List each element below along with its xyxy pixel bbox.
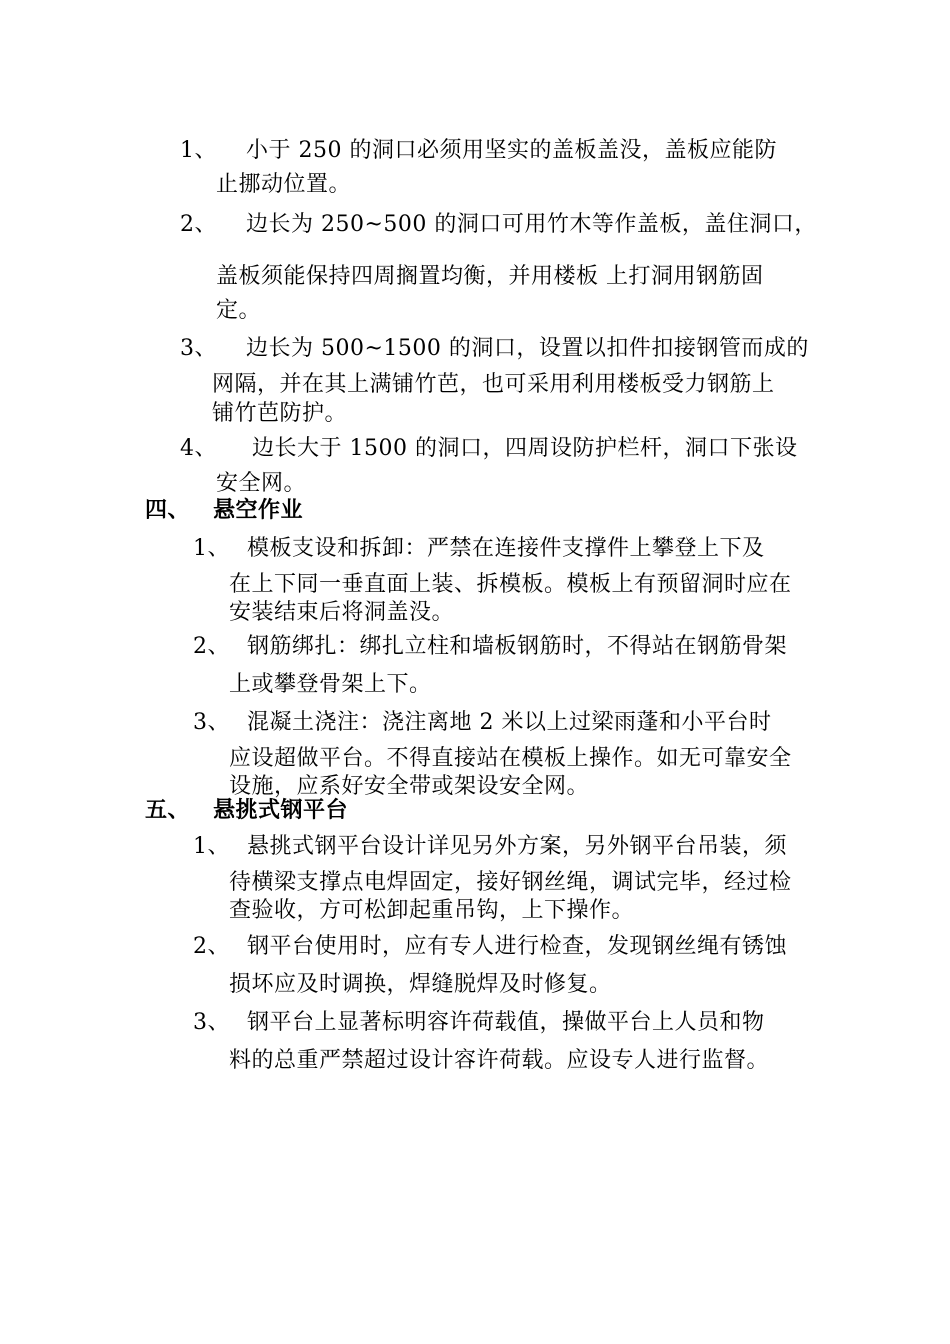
list-item-s3-1 bbox=[180, 134, 820, 204]
item-text: 钢平台上显著标明容许荷载值，操做平台上人员和物 料的总重严禁超过设计容许荷载。应设专人进行监督。 bbox=[229, 1010, 770, 1073]
list-item-s4-1 bbox=[193, 532, 823, 632]
item-number: 3、 bbox=[180, 336, 217, 361]
item-number: 3、 bbox=[193, 1010, 230, 1035]
list-item-s3-2 bbox=[180, 208, 820, 328]
heading-number: 四、 bbox=[145, 498, 191, 523]
heading-number: 五、 bbox=[145, 798, 191, 823]
item-number: 3、 bbox=[193, 710, 230, 735]
heading-title: 悬挑式钢平台 bbox=[213, 798, 349, 823]
list-item-s4-2 bbox=[193, 630, 823, 700]
item-text: 混凝土浇注：浇注离地 2 米以上过梁雨蓬和小平台时 应设超做平台。不得直接站在模板上操作。如无可靠安全 设施，应系好安全带或架设安全网。 bbox=[229, 710, 792, 799]
list-item-s3-3 bbox=[180, 332, 820, 432]
item-number: 2、 bbox=[180, 212, 217, 237]
item-text: 钢平台使用时，应有专人进行检查，发现钢丝绳有锈蚀 损坏应及时调换，焊缝脱焊及时修复。 bbox=[229, 934, 788, 997]
item-text: 边长为 250~500 的洞口可用竹木等作盖板，盖住洞口， 盖板须能保持四周搁置均衡，并用楼板 上打洞用钢筋固 定。 bbox=[216, 212, 817, 323]
item-text: 钢筋绑扎：绑扎立柱和墙板钢筋时，不得站在钢筋骨架 上或攀登骨架上下。 bbox=[229, 634, 788, 697]
item-number: 1、 bbox=[180, 138, 217, 163]
item-text: 悬挑式钢平台设计详见另外方案，另外钢平台吊装，须 待横梁支撑点电焊固定，接好钢丝绳，调试完毕，经过检 查验收，方可松卸起重吊钩，上下操作。 bbox=[229, 834, 792, 923]
item-text: 小于 250 的洞口必须用坚实的盖板盖没，盖板应能防 止挪动位置。 bbox=[216, 138, 777, 197]
list-item-s5-1 bbox=[193, 830, 823, 930]
list-item-s5-3 bbox=[193, 1006, 823, 1076]
item-number: 1、 bbox=[193, 834, 230, 859]
list-item-s3-4 bbox=[180, 432, 820, 502]
item-number: 2、 bbox=[193, 934, 230, 959]
item-text: 边长大于 1500 的洞口，四周设防护栏杆，洞口下张设 安全网。 bbox=[216, 436, 798, 496]
list-item-s4-3 bbox=[193, 706, 823, 806]
item-number: 2、 bbox=[193, 634, 230, 659]
item-number: 1、 bbox=[193, 536, 230, 561]
item-text: 模板支设和拆卸：严禁在连接件支撑件上攀登上下及 在上下同一垂直面上装、拆模板。模板上有预留洞时应在 安装结束后将洞盖没。 bbox=[229, 536, 792, 625]
item-number: 4、 bbox=[180, 436, 217, 461]
heading-title: 悬空作业 bbox=[213, 498, 304, 523]
list-item-s5-2 bbox=[193, 930, 823, 1000]
item-text: 边长为 500~1500 的洞口，设置以扣件扣接钢管而成的 网隔，并在其上满铺竹芭，也可采用利用楼板受力钢筋上 铺竹芭防护。 bbox=[212, 336, 809, 426]
section-heading-4 bbox=[145, 496, 445, 526]
section-heading-5 bbox=[145, 796, 445, 826]
